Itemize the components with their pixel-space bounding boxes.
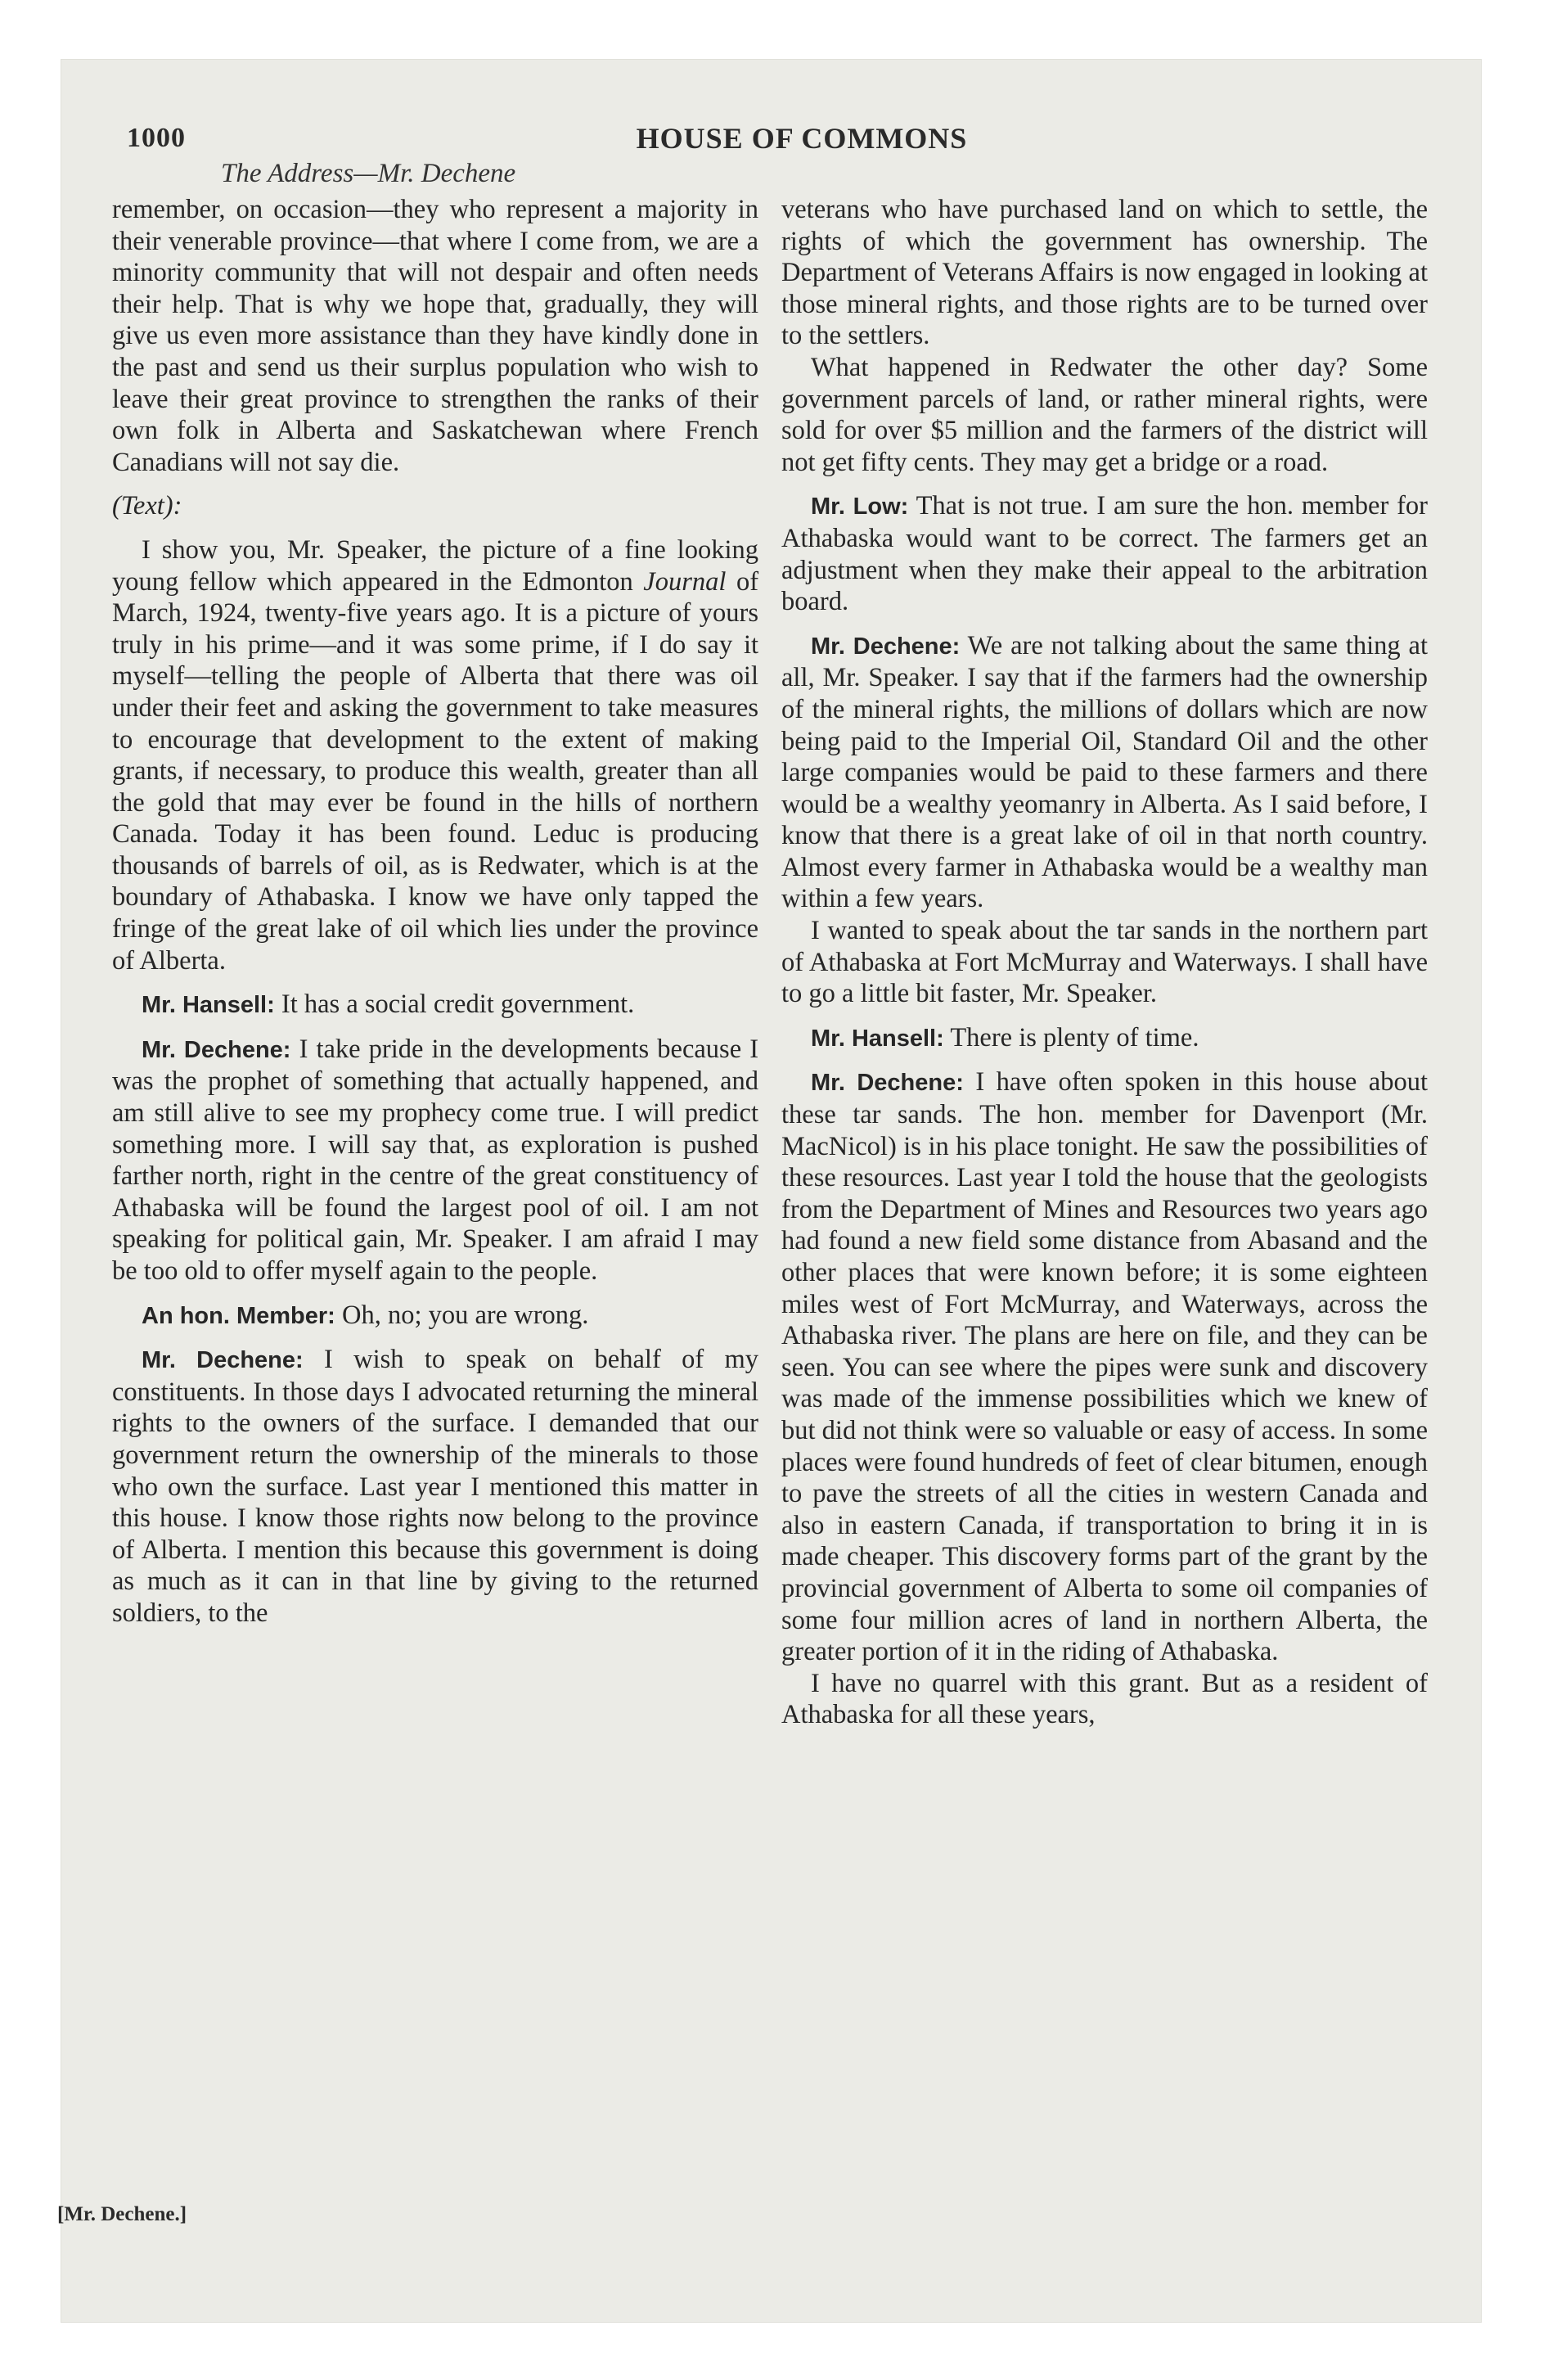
paragraph-text: of March, 1924, twenty-five years ago. It is a picture of yours truly in his prime—and it was some prime, if I do say it myself—telling the people of Alberta that there was oil under their feet and asking the government to take measures to encourage that development to the extent of making grants, if necessary, to produce this wealth, greater than all the gold that may ever be found in the hills of northern Canada. Today it has been found. Leduc is producing thousands of barrels of oil, as is Redwater, which is at the boundary of Athabaska. I know we have only tapped the fringe of the great lake of oil which lies under the province of Alberta.: [112, 566, 759, 976]
speech: [112, 1344, 758, 1629]
speaker-name: Mr. Dechene:: [811, 1070, 964, 1097]
speaker-name: Mr. Dechene:: [811, 633, 961, 660]
speech-text: There is plenty of time.: [950, 1022, 1199, 1053]
speech-text: I wish to speak on behalf of my constituents. In those days I advocated returning the mineral rights to the owners of the surface. I demanded that our government return the ownership of the minerals to those who own the surface. Last year I mentioned this matter in this house. I know those rights now belong to the province of Alberta. I mention this because this government is doing as much as it can in that line by giving to the returned soldiers, to the: [112, 1345, 758, 1628]
speech-text: I have often spoken in this house about these tar sands. The hon. member for Davenport (Mr. MacNicol) is in his place tonight. He saw the possibilities of these resources. Last year I told the house that the geologists from the Department of Mines and Resources two years ago had found a new field some distance from Abasand and the other places that were known before; it is some eighteen miles west of Fort McMurray, and Waterways, across the Athabaska river. The plans are here on file, and they can be seen. You can see where the pipes were sunk and discovery was made of the immense possibilities which we knew of but did not think were so valuable or easy of access. In some places were found hundreds of feet of clear bitumen, enough to pave the streets of all the cities in western Canada and also in eastern Canada, if transportation to bring it in is made cheaper. This discovery forms part of the grant by the provincial government of Alberta to some oil companies of some four million acres of land in northern Alberta, the greater portion of it in the riding of Athabaska.: [781, 1067, 1428, 1667]
paragraph: remember, on occasion—they who represent a majority in their venerable province—that where I come from, we are a minority community that will not despair and often needs their help. That is why we hope that, gradually, they will give us even more assistance than they have kindly done in the past and send us their surplus population who wish to leave their great province to strengthen the ranks of their own folk in Alberta and Saskatchewan where French Canadians will not say die.: [112, 195, 758, 477]
right-column: [781, 194, 1428, 1731]
speaker-name: Mr. Hansell:: [811, 1025, 944, 1052]
running-head: HOUSE OF COMMONS: [636, 122, 968, 155]
speech-text: We are not talking about the same thing at all, Mr. Speaker. I say that if the farmers had the ownership of the mineral rights, the millions of dollars which are now being paid to the Imperial Oil, Standard Oil and the other large companies would be paid to these farmers and there would be a wealthy yeomanry in Alberta. As I said before, I know that there is a great lake of oil in that north country. Almost every farmer in Athabaska would be a wealthy man within a few years.: [781, 630, 1428, 914]
speaker-name: Mr. Low:: [811, 494, 909, 521]
speaker-name: An hon. Member:: [142, 1302, 335, 1329]
speech-text: I take pride in the developments because I was the prophet of something that actually happened, and am still alive to see my prophecy come true. I will predict something more. I will say that, as exploration is pushed farther north, right in the centre of the great constituency of Athabaska will be found the largest pool of oil. I am not speaking for political gain, Mr. Speaker. I am afraid I may be too old to offer myself again to the people.: [112, 1034, 759, 1286]
footer-speaker-tag: [Mr. Dechene.]: [57, 2203, 187, 2225]
paragraph: I have no quarrel with this grant. But as a resident of Athabaska for all these years,: [781, 1668, 1428, 1730]
paragraph: I wanted to speak about the tar sands in the northern part of Athabaska at Fort McMurray and Waterways. I shall have to go a little bit faster, Mr. Speaker.: [781, 916, 1428, 1009]
speech: [781, 1066, 1428, 1667]
text-label: (Text):: [112, 491, 182, 521]
speech: [781, 1022, 1428, 1055]
speech: [112, 989, 758, 1021]
paragraph: What happened in Redwater the other day? Some government parcels of land, or rather mineral rights, were sold for over $5 million and the farmers of the district will not get fifty cents. They may get a bridge or a road.: [781, 352, 1428, 477]
paragraph-text: I show you, Mr. Speaker, the picture of a fine looking young fellow which appeared in the Edmonton: [112, 534, 758, 597]
left-column: [112, 194, 758, 1629]
page-number: 1000: [127, 123, 186, 153]
speech: [112, 1300, 758, 1332]
speech: [112, 1034, 758, 1287]
speech-text: That is not true. I am sure the hon. member for Athabaska would want to be correct. The farmers get an adjustment when they make their appeal to the arbitration board.: [781, 491, 1428, 617]
paragraph: [112, 534, 758, 976]
speaker-name: Mr. Dechene:: [142, 1036, 291, 1063]
section-subhead: The Address—Mr. Dechene: [221, 159, 516, 188]
speech: [781, 630, 1428, 915]
paragraph: veterans who have purchased land on which to settle, the rights of which the government has ownership. The Department of Veterans Affairs is now engaged in looking at those mineral rights, and those rights are to be turned over to the settlers.: [781, 195, 1428, 351]
speech-text: Oh, no; you are wrong.: [341, 1300, 589, 1330]
speech: [781, 490, 1428, 617]
speaker-name: Mr. Dechene:: [142, 1347, 304, 1374]
speaker-name: Mr. Hansell:: [142, 992, 275, 1019]
speech-text: It has a social credit government.: [281, 989, 635, 1020]
journal-title: Journal: [643, 566, 727, 597]
